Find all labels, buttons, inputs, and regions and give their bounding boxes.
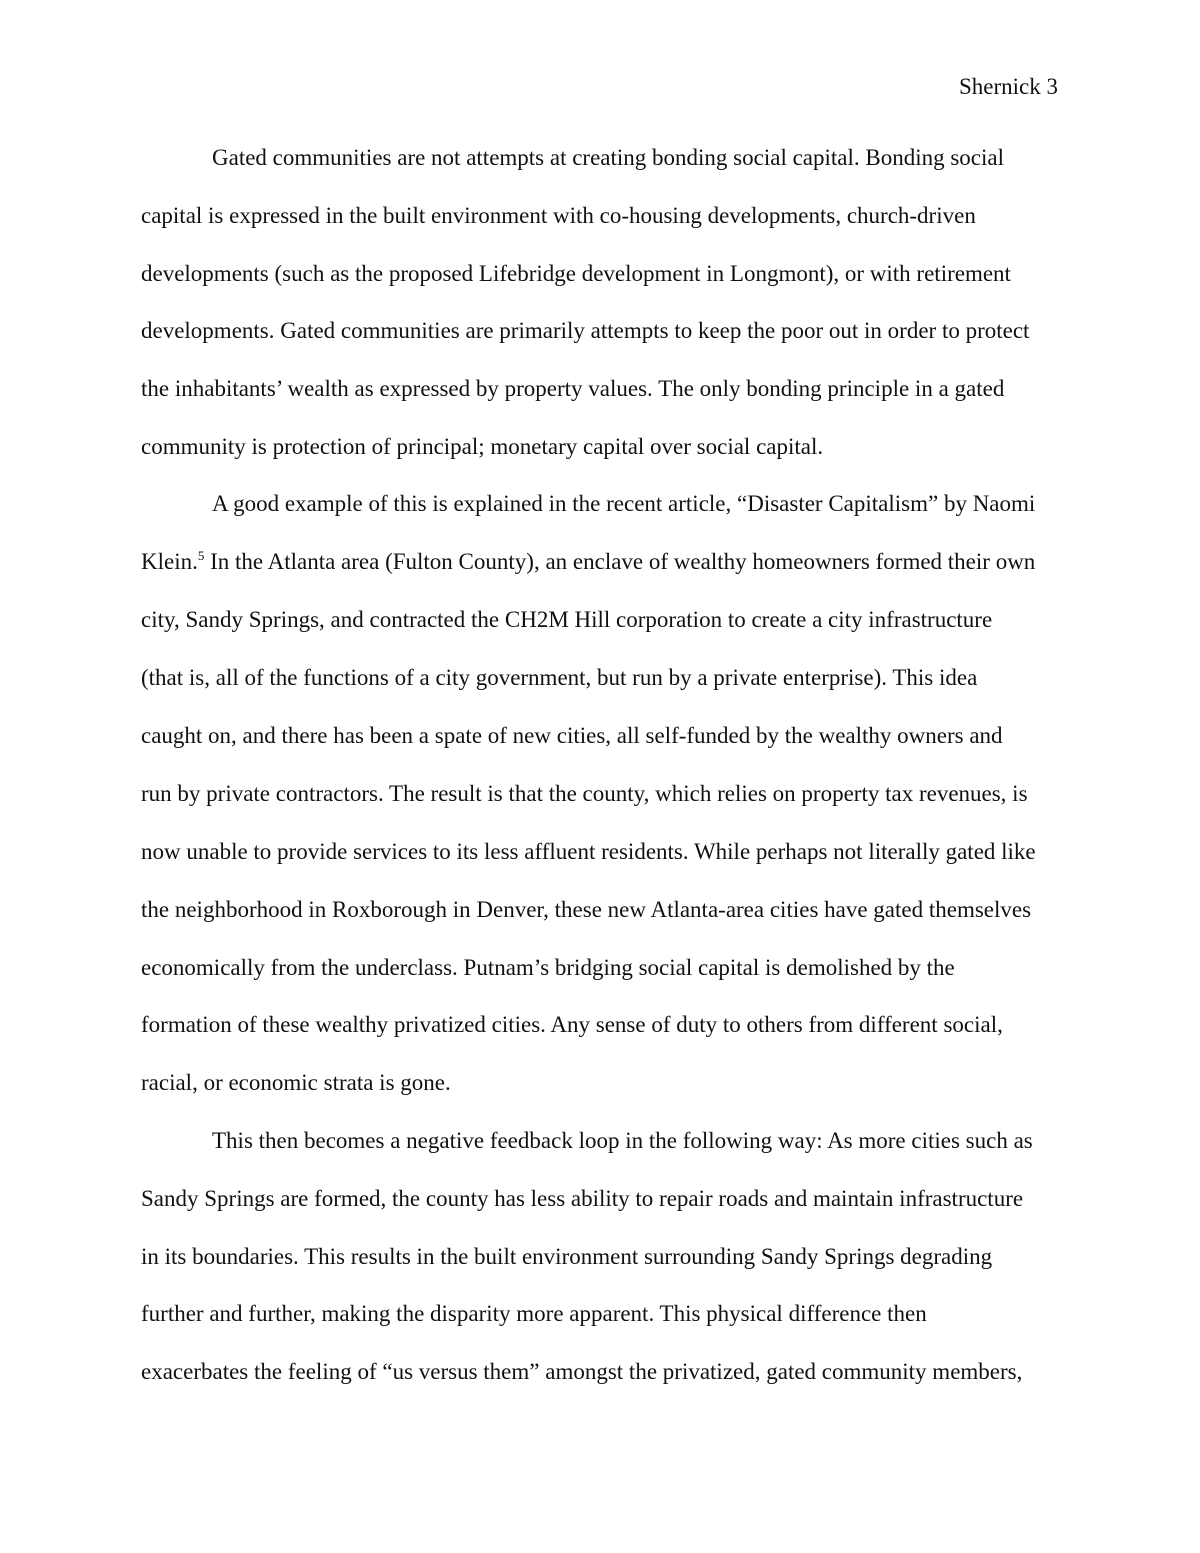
text-line: developments. Gated communities are primarily attempts to keep the poor out in order to protect bbox=[141, 318, 1030, 343]
footnote-reference: 5 bbox=[197, 548, 205, 563]
text-line: (that is, all of the functions of a city government, but run by a private enterprise). This idea bbox=[141, 665, 978, 690]
text-line-with-footnote bbox=[141, 547, 1035, 577]
text-line: the inhabitants’ wealth as expressed by property values. The only bonding principle in a gated bbox=[141, 376, 1005, 401]
text-line: This then becomes a negative feedback loop in the following way: As more cities such as bbox=[212, 1128, 1033, 1153]
text-line: community is protection of principal; monetary capital over social capital. bbox=[141, 434, 824, 459]
text-line: further and further, making the disparity more apparent. This physical difference then bbox=[141, 1301, 927, 1326]
text-segment: In the Atlanta area (Fulton County), an enclave of wealthy homeowners formed their own bbox=[210, 549, 1036, 574]
text-line: capital is expressed in the built environment with co-housing developments, church-driven bbox=[141, 203, 976, 228]
text-line: Sandy Springs are formed, the county has less ability to repair roads and maintain infrastructure bbox=[141, 1186, 1024, 1211]
text-line: economically from the underclass. Putnam’s bridging social capital is demolished by the bbox=[141, 955, 955, 980]
text-line: city, Sandy Springs, and contracted the CH2M Hill corporation to create a city infrastructure bbox=[141, 607, 993, 632]
running-head: Shernick 3 bbox=[958, 74, 1058, 99]
text-line: now unable to provide services to its less affluent residents. While perhaps not literally gated like bbox=[141, 839, 1036, 864]
text-line: formation of these wealthy privatized cities. Any sense of duty to others from different social, bbox=[141, 1012, 1003, 1037]
text-line: developments (such as the proposed Lifebridge development in Longmont), or with retirement bbox=[141, 261, 1011, 286]
text-segment: Klein. bbox=[141, 549, 198, 574]
text-line: A good example of this is explained in the recent article, “Disaster Capitalism” by Naomi bbox=[212, 491, 1036, 516]
text-line: caught on, and there has been a spate of new cities, all self-funded by the wealthy owners and bbox=[141, 723, 1003, 748]
text-line: exacerbates the feeling of “us versus them” amongst the privatized, gated community members, bbox=[141, 1359, 1023, 1384]
text-line: racial, or economic strata is gone. bbox=[141, 1070, 451, 1095]
text-line: the neighborhood in Roxborough in Denver, these new Atlanta-area cities have gated themselves bbox=[141, 897, 1032, 922]
text-line: Gated communities are not attempts at creating bonding social capital. Bonding social bbox=[212, 145, 1005, 170]
text-line: run by private contractors. The result is that the county, which relies on property tax revenues, is bbox=[141, 781, 1028, 806]
text-line: in its boundaries. This results in the built environment surrounding Sandy Springs degrading bbox=[141, 1244, 993, 1269]
